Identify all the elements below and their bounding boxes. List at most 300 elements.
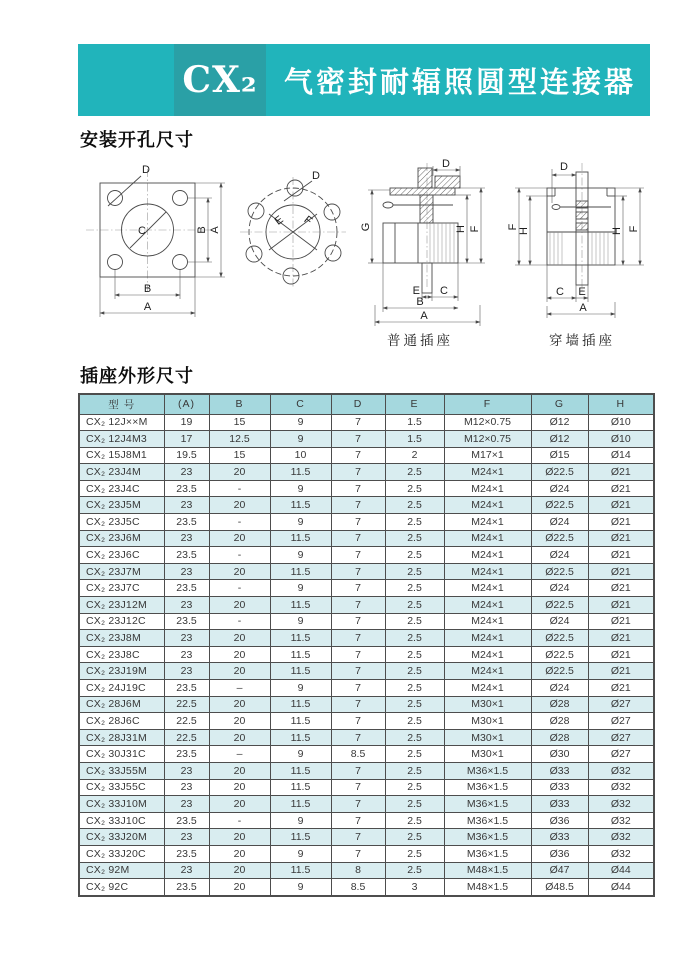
value-cell: 23 (164, 464, 209, 481)
model-cell: CX₂ 23J7C (79, 580, 164, 597)
table-row (79, 497, 654, 514)
model-cell: CX₂ 33J20C (79, 845, 164, 862)
table-row (79, 431, 654, 448)
value-cell: 7 (331, 447, 385, 464)
normal-socket-diagram (360, 158, 485, 348)
dim-label-e: E (272, 213, 286, 228)
value-cell: M36×1.5 (444, 779, 531, 796)
value-cell: 2.5 (385, 845, 444, 862)
value-cell: 2.5 (385, 779, 444, 796)
dim-label-a: A (579, 302, 587, 314)
value-cell: 8 (331, 862, 385, 879)
value-cell: 7 (331, 547, 385, 564)
value-cell: Ø48.5 (531, 879, 588, 896)
value-cell: 7 (331, 480, 385, 497)
table-row (79, 547, 654, 564)
value-cell: 23.5 (164, 812, 209, 829)
value-cell: 7 (331, 497, 385, 514)
value-cell: 20 (209, 630, 270, 647)
value-cell: Ø36 (531, 845, 588, 862)
value-cell: 22.5 (164, 696, 209, 713)
value-cell: Ø32 (588, 829, 654, 846)
table-row (79, 597, 654, 614)
value-cell: 2.5 (385, 497, 444, 514)
wall-socket-diagram (507, 161, 644, 348)
value-cell: 23 (164, 862, 209, 879)
column-header: F (444, 394, 531, 414)
value-cell: 20 (209, 646, 270, 663)
value-cell: 20 (209, 497, 270, 514)
table-row (79, 680, 654, 697)
column-header: H (588, 394, 654, 414)
value-cell: M12×0.75 (444, 414, 531, 431)
value-cell: M24×1 (444, 547, 531, 564)
value-cell: M30×1 (444, 713, 531, 730)
dim-label-d: D (142, 164, 150, 176)
value-cell: M24×1 (444, 514, 531, 531)
value-cell: M36×1.5 (444, 845, 531, 862)
value-cell: 23.5 (164, 746, 209, 763)
dim-label-f: F (507, 223, 519, 231)
value-cell: 2.5 (385, 696, 444, 713)
value-cell: Ø27 (588, 713, 654, 730)
value-cell: M48×1.5 (444, 879, 531, 896)
value-cell: 17 (164, 431, 209, 448)
value-cell: Ø24 (531, 480, 588, 497)
value-cell: 7 (331, 845, 385, 862)
value-cell: M36×1.5 (444, 796, 531, 813)
model-cell: CX₂ 92C (79, 879, 164, 896)
value-cell: 7 (331, 663, 385, 680)
value-cell: - (209, 613, 270, 630)
value-cell: 23 (164, 663, 209, 680)
model-cell: CX₂ 12J××M (79, 414, 164, 431)
value-cell: Ø28 (531, 696, 588, 713)
value-cell: Ø21 (588, 680, 654, 697)
dim-label-c: C (138, 225, 146, 237)
table-row (79, 845, 654, 862)
value-cell: 11.5 (270, 762, 331, 779)
value-cell: Ø28 (531, 729, 588, 746)
value-cell: 2.5 (385, 812, 444, 829)
model-cell: CX₂ 33J10M (79, 796, 164, 813)
value-cell: 23.5 (164, 580, 209, 597)
value-cell: M24×1 (444, 480, 531, 497)
value-cell: 23.5 (164, 480, 209, 497)
value-cell: 2.5 (385, 729, 444, 746)
value-cell: 9 (270, 514, 331, 531)
table-row (79, 729, 654, 746)
value-cell: 11.5 (270, 796, 331, 813)
value-cell: 2.5 (385, 630, 444, 647)
value-cell: 7 (331, 779, 385, 796)
value-cell: 3 (385, 879, 444, 896)
value-cell: 23 (164, 796, 209, 813)
table-row (79, 630, 654, 647)
value-cell: Ø21 (588, 530, 654, 547)
round-flange-diagram (240, 170, 346, 287)
value-cell: Ø32 (588, 796, 654, 813)
column-header: E (385, 394, 444, 414)
value-cell: 7 (331, 613, 385, 630)
value-cell: 20 (209, 563, 270, 580)
value-cell: M24×1 (444, 680, 531, 697)
value-cell: 23.5 (164, 845, 209, 862)
table-row (79, 447, 654, 464)
value-cell: 20 (209, 762, 270, 779)
value-cell: 2.5 (385, 680, 444, 697)
value-cell: Ø33 (531, 829, 588, 846)
value-cell: 7 (331, 630, 385, 647)
value-cell: Ø27 (588, 729, 654, 746)
value-cell: - (209, 547, 270, 564)
value-cell: Ø14 (588, 447, 654, 464)
dim-label-e: E (578, 286, 586, 298)
value-cell: M24×1 (444, 464, 531, 481)
table-row (79, 879, 654, 896)
value-cell: 7 (331, 580, 385, 597)
value-cell: Ø30 (531, 746, 588, 763)
value-cell: 2.5 (385, 580, 444, 597)
value-cell: Ø33 (531, 762, 588, 779)
value-cell: 23 (164, 530, 209, 547)
model-cell: CX₂ 30J31C (79, 746, 164, 763)
value-cell: M30×1 (444, 696, 531, 713)
value-cell: Ø33 (531, 779, 588, 796)
value-cell: M12×0.75 (444, 431, 531, 448)
value-cell: 2.5 (385, 480, 444, 497)
model-cell: CX₂ 23J12M (79, 597, 164, 614)
value-cell: Ø22.5 (531, 464, 588, 481)
model-cell: CX₂ 23J4M (79, 464, 164, 481)
value-cell: M24×1 (444, 530, 531, 547)
value-cell: 20 (209, 879, 270, 896)
table-row (79, 796, 654, 813)
value-cell: Ø10 (588, 414, 654, 431)
model-cell: CX₂ 28J31M (79, 729, 164, 746)
table-body (79, 414, 654, 896)
value-cell: M24×1 (444, 563, 531, 580)
value-cell: 23.5 (164, 879, 209, 896)
value-cell: 7 (331, 514, 385, 531)
model-cell: CX₂ 28J6M (79, 696, 164, 713)
value-cell: Ø22.5 (531, 663, 588, 680)
value-cell: 22.5 (164, 729, 209, 746)
table-row (79, 464, 654, 481)
table-row (79, 563, 654, 580)
value-cell: 20 (209, 597, 270, 614)
value-cell: Ø27 (588, 696, 654, 713)
model-cell: CX₂ 33J20M (79, 829, 164, 846)
value-cell: 7 (331, 829, 385, 846)
value-cell: 23 (164, 762, 209, 779)
value-cell: 7 (331, 796, 385, 813)
value-cell: - (209, 812, 270, 829)
value-cell: Ø21 (588, 547, 654, 564)
value-cell: 9 (270, 414, 331, 431)
value-cell: 7 (331, 713, 385, 730)
value-cell: 20 (209, 845, 270, 862)
value-cell: 7 (331, 646, 385, 663)
table-row (79, 613, 654, 630)
table-row (79, 530, 654, 547)
value-cell: 11.5 (270, 713, 331, 730)
value-cell: 2.5 (385, 796, 444, 813)
value-cell: 11.5 (270, 563, 331, 580)
value-cell: 11.5 (270, 729, 331, 746)
model-cell: CX₂ 23J6M (79, 530, 164, 547)
value-cell: Ø21 (588, 663, 654, 680)
value-cell: 9 (270, 680, 331, 697)
model-cell: CX₂ 23J5C (79, 514, 164, 531)
dim-label-b: B (143, 283, 152, 295)
table-header-row (79, 394, 654, 414)
model-cell: CX₂ 23J4C (79, 480, 164, 497)
value-cell: 20 (209, 713, 270, 730)
value-cell: 7 (331, 762, 385, 779)
dim-label-h: H (611, 227, 623, 235)
value-cell: 7 (331, 597, 385, 614)
value-cell: 23.5 (164, 547, 209, 564)
table-row (79, 696, 654, 713)
value-cell: 11.5 (270, 829, 331, 846)
technical-drawings (78, 155, 660, 355)
value-cell: Ø28 (531, 713, 588, 730)
value-cell: M36×1.5 (444, 762, 531, 779)
value-cell: 9 (270, 547, 331, 564)
model-cell: CX₂ 23J19M (79, 663, 164, 680)
dim-label-e: E (412, 285, 420, 297)
value-cell: Ø21 (588, 646, 654, 663)
value-cell: - (209, 514, 270, 531)
value-cell: Ø15 (531, 447, 588, 464)
value-cell: Ø21 (588, 497, 654, 514)
dimension-table (78, 393, 655, 897)
value-cell: Ø22.5 (531, 597, 588, 614)
model-cell: CX₂ 23J6C (79, 547, 164, 564)
table-row (79, 663, 654, 680)
value-cell: - (209, 480, 270, 497)
value-cell: Ø21 (588, 597, 654, 614)
value-cell: M30×1 (444, 729, 531, 746)
value-cell: Ø44 (588, 879, 654, 896)
value-cell: 23 (164, 497, 209, 514)
value-cell: 2.5 (385, 713, 444, 730)
value-cell: 11.5 (270, 663, 331, 680)
model-cell: CX₂ 33J55C (79, 779, 164, 796)
value-cell: 7 (331, 530, 385, 547)
value-cell: 11.5 (270, 779, 331, 796)
value-cell: Ø21 (588, 563, 654, 580)
model-cell: CX₂ 12J4M3 (79, 431, 164, 448)
caption-normal-socket: 普通插座 (387, 333, 453, 348)
value-cell: 23.5 (164, 514, 209, 531)
value-cell: 2.5 (385, 613, 444, 630)
value-cell: 20 (209, 663, 270, 680)
value-cell: M24×1 (444, 630, 531, 647)
model-cell: CX₂ 23J7M (79, 563, 164, 580)
value-cell: 12.5 (209, 431, 270, 448)
table-row (79, 480, 654, 497)
dim-label-c: C (556, 286, 564, 298)
value-cell: Ø32 (588, 812, 654, 829)
value-cell: 10 (270, 447, 331, 464)
table-row (79, 829, 654, 846)
table-row (79, 514, 654, 531)
value-cell: Ø33 (531, 796, 588, 813)
dim-label-g: G (360, 222, 372, 232)
value-cell: 2.5 (385, 547, 444, 564)
value-cell: 7 (331, 563, 385, 580)
value-cell: M24×1 (444, 597, 531, 614)
value-cell: M24×1 (444, 497, 531, 514)
value-cell: 23 (164, 563, 209, 580)
value-cell: Ø21 (588, 630, 654, 647)
dim-label-b: B (196, 226, 208, 234)
value-cell: Ø24 (531, 514, 588, 531)
value-cell: Ø12 (531, 431, 588, 448)
value-cell: M48×1.5 (444, 862, 531, 879)
value-cell: 2.5 (385, 514, 444, 531)
dim-label-c: C (440, 285, 448, 297)
value-cell: Ø44 (588, 862, 654, 879)
column-header: 型 号 (79, 394, 164, 414)
value-cell: 9 (270, 812, 331, 829)
value-cell: Ø21 (588, 580, 654, 597)
value-cell: 8.5 (331, 746, 385, 763)
value-cell: Ø24 (531, 547, 588, 564)
value-cell: M24×1 (444, 663, 531, 680)
value-cell: 7 (331, 680, 385, 697)
value-cell: M24×1 (444, 580, 531, 597)
value-cell: 9 (270, 613, 331, 630)
model-cell: CX₂ 23J5M (79, 497, 164, 514)
value-cell: 9 (270, 580, 331, 597)
value-cell: 23.5 (164, 613, 209, 630)
value-cell: 11.5 (270, 862, 331, 879)
column-header: G (531, 394, 588, 414)
value-cell: Ø21 (588, 480, 654, 497)
value-cell: M24×1 (444, 646, 531, 663)
value-cell: 20 (209, 464, 270, 481)
value-cell: 1.5 (385, 431, 444, 448)
value-cell: 2.5 (385, 530, 444, 547)
value-cell: Ø22.5 (531, 646, 588, 663)
table-row (79, 414, 654, 431)
value-cell: Ø32 (588, 762, 654, 779)
value-cell: 20 (209, 862, 270, 879)
value-cell: 20 (209, 796, 270, 813)
page-title: 气密封耐辐照圆型连接器 (284, 66, 637, 99)
column-header: D (331, 394, 385, 414)
value-cell: 19.5 (164, 447, 209, 464)
value-cell: Ø21 (588, 613, 654, 630)
value-cell: 2.5 (385, 829, 444, 846)
value-cell: - (209, 580, 270, 597)
value-cell: 22.5 (164, 713, 209, 730)
model-cell: CX₂ 23J12C (79, 613, 164, 630)
value-cell: Ø32 (588, 779, 654, 796)
value-cell: 2.5 (385, 663, 444, 680)
model-cell: CX₂ 23J8M (79, 630, 164, 647)
model-cell: CX₂ 33J55M (79, 762, 164, 779)
value-cell: 20 (209, 729, 270, 746)
model-cell: CX₂ 28J6C (79, 713, 164, 730)
value-cell: 7 (331, 696, 385, 713)
value-cell: 9 (270, 480, 331, 497)
value-cell: Ø21 (588, 514, 654, 531)
model-cell: CX₂ 15J8M1 (79, 447, 164, 464)
value-cell: Ø47 (531, 862, 588, 879)
value-cell: 23 (164, 779, 209, 796)
value-cell: 11.5 (270, 696, 331, 713)
value-cell: M17×1 (444, 447, 531, 464)
value-cell: 11.5 (270, 497, 331, 514)
value-cell: 15 (209, 414, 270, 431)
value-cell: 23.5 (164, 680, 209, 697)
value-cell: 20 (209, 696, 270, 713)
model-cell: CX₂ 23J8C (79, 646, 164, 663)
table-row (79, 862, 654, 879)
column-header: B (209, 394, 270, 414)
value-cell: Ø32 (588, 845, 654, 862)
value-cell: 20 (209, 829, 270, 846)
value-cell: 7 (331, 414, 385, 431)
table-row (79, 713, 654, 730)
value-cell: 11.5 (270, 597, 331, 614)
value-cell: 20 (209, 779, 270, 796)
value-cell: Ø22.5 (531, 563, 588, 580)
value-cell: 2.5 (385, 746, 444, 763)
table-row (79, 580, 654, 597)
dim-label-f: F (469, 225, 481, 233)
value-cell: 7 (331, 812, 385, 829)
value-cell: 2.5 (385, 862, 444, 879)
dim-label-f: F (301, 213, 315, 228)
value-cell: M36×1.5 (444, 829, 531, 846)
value-cell: – (209, 746, 270, 763)
dim-label-h: H (455, 225, 467, 233)
value-cell: 2.5 (385, 762, 444, 779)
section-title-mounting: 安装开孔尺寸 (80, 130, 194, 150)
value-cell: 1.5 (385, 414, 444, 431)
table-row (79, 646, 654, 663)
value-cell: 11.5 (270, 530, 331, 547)
value-cell: M30×1 (444, 746, 531, 763)
dim-label-a: A (420, 310, 428, 322)
model-cell: CX₂ 33J10C (79, 812, 164, 829)
column-header: (A) (164, 394, 209, 414)
dim-label-h: H (518, 227, 530, 235)
table-row (79, 779, 654, 796)
column-header: C (270, 394, 331, 414)
value-cell: 11.5 (270, 464, 331, 481)
table-row (79, 762, 654, 779)
value-cell: 2.5 (385, 464, 444, 481)
value-cell: 11.5 (270, 646, 331, 663)
square-flange-diagram (86, 164, 225, 317)
header-banner (78, 44, 650, 116)
value-cell: 15 (209, 447, 270, 464)
value-cell: Ø22.5 (531, 630, 588, 647)
value-cell: – (209, 680, 270, 697)
value-cell: Ø10 (588, 431, 654, 448)
table-row (79, 812, 654, 829)
value-cell: 23 (164, 646, 209, 663)
value-cell: 23 (164, 597, 209, 614)
value-cell: 23 (164, 630, 209, 647)
table-row (79, 746, 654, 763)
